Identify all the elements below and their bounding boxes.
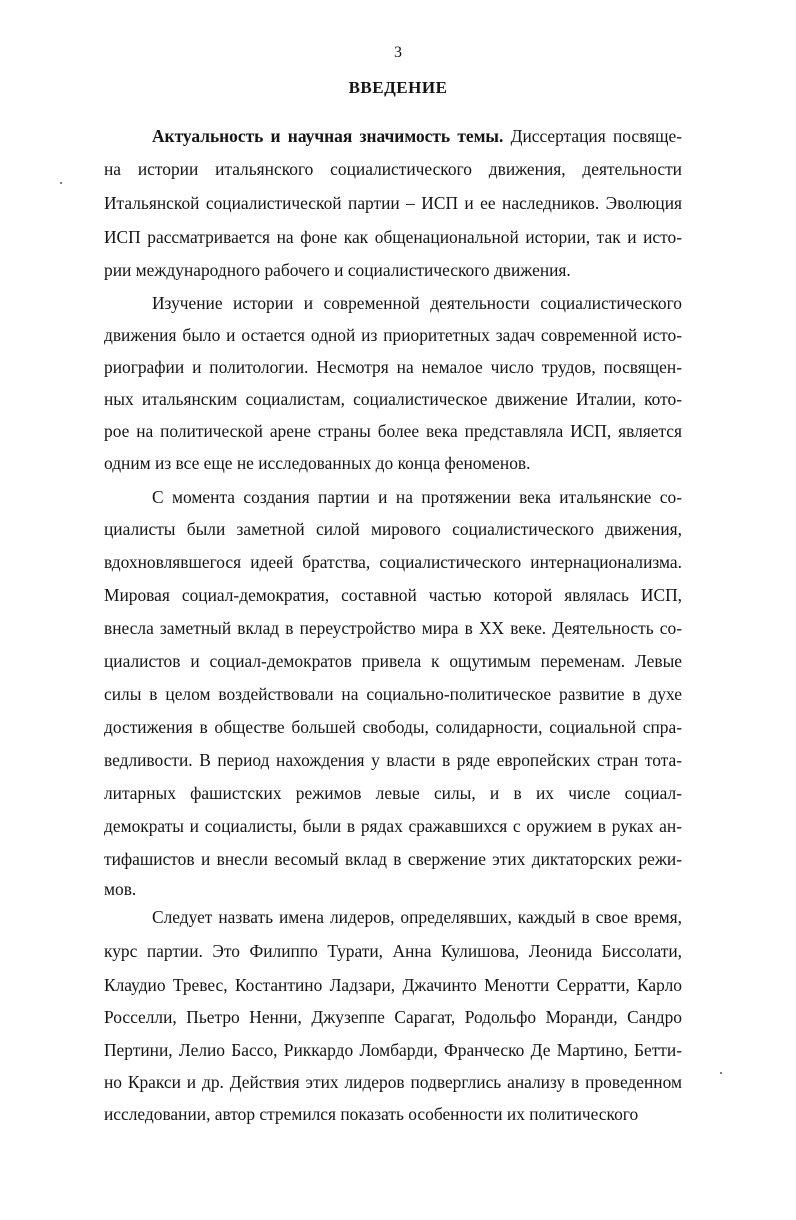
paragraph-2-line-2: движения было и остается одной из приоритетных задач современной исто- [104,325,682,345]
paragraph-1-line-1 [152,125,682,147]
paragraph-3-line-12: тифашистов и внесли весомый вклад в свержение этих диктаторских режи- [104,849,682,869]
paragraph-4-line-1: Следует назвать имена лидеров, определявших, каждый в свое время, [152,907,682,927]
section-heading: ВВЕДЕНИЕ [348,78,448,97]
paragraph-3-line-1: С момента создания партии и на протяжении века итальянские со- [152,487,682,507]
paragraph-3-line-9: ведливости. В период нахождения у власти в ряде европейских стран тота- [104,750,682,770]
scan-speck [60,182,62,184]
scan-speck [720,1072,722,1074]
paragraph-3-line-7: силы в целом воздействовали на социально-политическое развитие в духе [104,684,682,704]
paragraph-4-line-3: Клаудио Тревес, Костантино Ладзари, Джачинто Менотти Серратти, Карло [104,975,682,995]
paragraph-3-line-11: демократы и социалисты, были в рядах сражавшихся с оружием в руках ан- [104,816,682,836]
paragraph-3-line-3: вдохновлявшегося идеей братства, социалистического интернационализма. [104,552,682,572]
paragraph-3-line-5: внесла заметный вклад в переустройство мира в XX веке. Деятельность со- [104,618,682,638]
paragraph-2-line-1: Изучение истории и современной деятельности социалистического [152,293,682,313]
paragraph-3-line-10: литарных фашистских режимов левые силы, и в их числе социал- [104,783,682,803]
page-number: 3 [394,44,402,61]
paragraph-2-line-5: рое на политической арене страны более века представляла ИСП, является [104,421,682,441]
paragraph-2-line-3: риографии и политологии. Несмотря на немалое число трудов, посвящен- [104,357,682,377]
paragraph-4-line-7: исследовании, автор стремился показать особенности их политического [104,1104,639,1124]
topic-relevance-label: Актуальность и научная значимость темы. [152,126,504,146]
paragraph-1-line-1-text: Диссертация посвяще- [503,126,682,146]
paragraph-1-line-2: на истории итальянского социалистического движения, деятельности [104,159,682,179]
paragraph-1-line-4: ИСП рассматривается на фоне как общенациональной истории, так и исто- [104,227,682,247]
paragraph-1-line-3: Итальянской социалистической партии – ИСП и ее наследников. Эволюция [104,193,682,213]
paragraph-2-line-4: ных итальянским социалистам, социалистическое движение Италии, кото- [104,389,682,409]
paragraph-3-line-4: Мировая социал-демократия, составной частью которой являлась ИСП, [104,585,682,605]
paragraph-3-line-2: циалисты были заметной силой мирового социалистического движения, [104,519,682,539]
paragraph-4-line-5: Пертини, Лелио Бассо, Риккардо Ломбарди, Франческо Де Мартино, Бетти- [104,1040,682,1060]
paragraph-4-line-2: курс партии. Это Филиппо Турати, Анна Кулишова, Леонида Биссолати, [104,941,682,961]
paragraph-2-line-6: одним из все еще не исследованных до конца феноменов. [104,453,531,473]
paragraph-4-line-4: Росселли, Пьетро Ненни, Джузеппе Сарагат, Родольфо Моранди, Сандро [104,1007,682,1027]
paragraph-3-line-13: мов. [104,879,137,899]
paragraph-4-line-6: но Кракси и др. Действия этих лидеров подверглись анализу в проведенном [104,1072,682,1092]
paragraph-1-line-5: рии международного рабочего и социалистического движения. [104,260,571,280]
paragraph-3-line-6: циалистов и социал-демократов привела к ощутимым переменам. Левые [104,651,682,671]
paragraph-3-line-8: достижения в обществе большей свободы, солидарности, социальной спра- [104,717,682,737]
